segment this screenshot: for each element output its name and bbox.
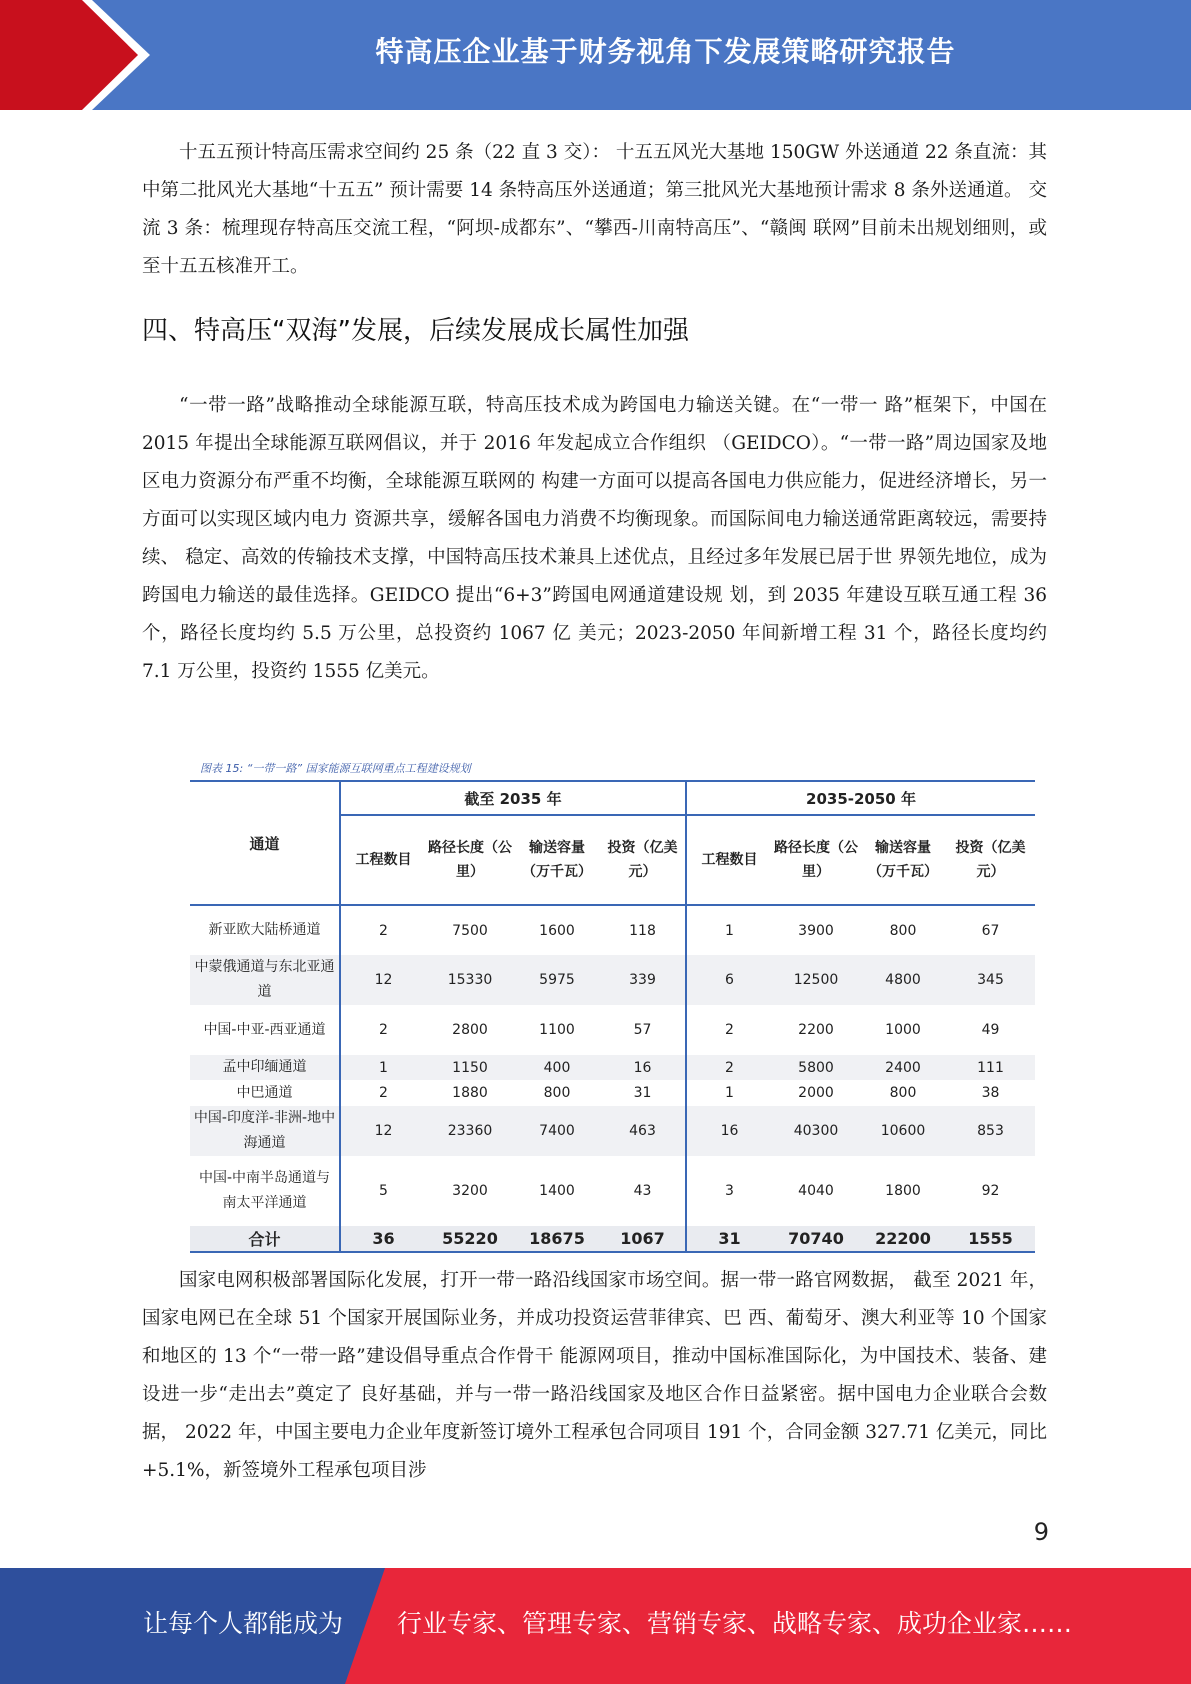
subheader: 投资（亿美元） — [600, 815, 686, 905]
cell: 1150 — [426, 1055, 514, 1080]
subheader: 工程数目 — [686, 815, 772, 905]
table-row — [190, 905, 1035, 955]
cell: 118 — [600, 905, 686, 955]
page-header — [0, 0, 1191, 110]
cell: 2 — [686, 1055, 772, 1080]
row-name: 孟中印缅通道 — [190, 1055, 340, 1080]
cell: 31 — [600, 1080, 686, 1106]
cell: 1000 — [885, 1022, 921, 1038]
cell: 400 — [514, 1055, 600, 1080]
row-name: 中蒙俄通道与东北亚通道 — [190, 955, 340, 1005]
cell: 800 — [889, 922, 917, 939]
row-name: 新亚欧大陆桥通道 — [190, 905, 340, 955]
cell: 1100 — [539, 1022, 575, 1038]
cell: 12500 — [772, 955, 860, 1005]
cell: 36 — [340, 1226, 426, 1252]
cell: 2 — [379, 922, 388, 939]
cell: 6 — [686, 955, 772, 1005]
page-footer — [0, 1568, 1191, 1684]
cell: 18675 — [514, 1226, 600, 1252]
cell: 67 — [981, 922, 1000, 939]
section-heading: 四、特高压“双海”发展，后续发展成长属性加强 — [142, 316, 689, 346]
paragraph-belt-road: “一带一路”战略推动全球能源互联，特高压技术成为跨国电力输送关键。在“一带一 路”框架下，中国在 2015 年提出全球能源互联网倡议，并于 2016 年发起成立合作组织 （GEIDCO）。“一带一路”周边国家及地区电力资源分布严重不均衡，全球能源互联网的 构建一方面可以提高各国电力供应能力，促进经济增长，另一方面可以实现区域内电力 资源共享，缓解各国电力消费不均衡现象。而国际间电力输送通常距离较远，需要持续、 稳定、高效的传输技术支撑，中国特高压技术兼具上述优点，且经过多年发展已居于世 界领先地位，成为跨国电力输送的最佳选择。GEIDCO 提出“6+3”跨国电网通道建设规 划，到 2035 年建设互联互通工程 36 个，路径长度均约 5.5 万公里，总投资约 1067 亿 美元；2023-2050 年间新增工程 31 个，路径长度均约 7.1 万公里，投资约 1555 亿美元。 — [142, 395, 1047, 682]
cell: 23360 — [426, 1106, 514, 1156]
header-red-chevron — [0, 0, 150, 110]
cell: 2 — [379, 1022, 388, 1038]
table-row — [190, 1156, 1035, 1226]
row-name: 中巴通道 — [190, 1080, 340, 1106]
cell: 12 — [340, 955, 426, 1005]
cell: 10600 — [860, 1106, 946, 1156]
cell: 3 — [725, 1183, 734, 1199]
figure-caption: 图表 15: “一带一路” 国家能源互联网重点工程建设规划 — [200, 762, 471, 775]
cell: 463 — [600, 1106, 686, 1156]
cell: 31 — [686, 1226, 772, 1252]
cell: 2 — [725, 1022, 734, 1038]
subheader: 投资（亿美元） — [946, 815, 1035, 905]
paragraph-state-grid: 国家电网积极部署国际化发展，打开一带一路沿线国家市场空间。据一带一路官网数据， 截至 2021 年，国家电网已在全球 51 个国家开展国际业务，并成功投资运营菲律宾、巴 西、葡萄牙、澳大利亚等 10 个国家和地区的 13 个“一带一路”建设倡导重点合作骨干 能源网项目，推动中国标准国际化，为中国技术、装备、建设进一步“走出去”奠定了 良好基础，并与一带一路沿线国家及地区合作日益紧密。据中国电力企业联合会数据， 2022 年，中国主要电力企业年度新签订境外工程承包合同项目 191 个，合同金额 327.71 亿美元，同比+5.1%，新签境外工程承包项目涉 — [142, 1270, 1047, 1481]
table-row — [190, 955, 1035, 1005]
projects-table — [190, 780, 1035, 1253]
cell: 16 — [686, 1106, 772, 1156]
subheader: 输送容量（万千瓦） — [860, 815, 946, 905]
cell: 339 — [600, 955, 686, 1005]
cell: 2200 — [798, 1022, 834, 1038]
table-header-row — [190, 781, 1035, 815]
cell: 5 — [379, 1183, 388, 1199]
subheader: 输送容量（万千瓦） — [514, 815, 600, 905]
cell: 38 — [981, 1085, 1000, 1101]
cell: 49 — [981, 1022, 1000, 1038]
cell: 92 — [981, 1183, 1000, 1199]
cell: 22200 — [860, 1226, 946, 1252]
cell: 2800 — [452, 1022, 488, 1038]
cell: 2 — [379, 1085, 388, 1101]
cell: 2000 — [798, 1085, 834, 1101]
cell: 12 — [340, 1106, 426, 1156]
table-total-row — [190, 1226, 1035, 1252]
subheader: 路径长度（公里） — [772, 815, 860, 905]
row-name: 中国-中南半岛通道与南太平洋通道 — [190, 1156, 340, 1226]
cell: 5800 — [772, 1055, 860, 1080]
cell: 57 — [600, 1005, 686, 1055]
cell: 40300 — [772, 1106, 860, 1156]
footer-slogan-left: 让每个人都能成为 — [143, 1609, 344, 1638]
cell: 1880 — [452, 1085, 488, 1101]
cell: 43 — [600, 1156, 686, 1226]
table-row — [190, 1106, 1035, 1156]
cell: 7400 — [514, 1106, 600, 1156]
cell: 1800 — [885, 1183, 921, 1199]
table-row — [190, 1005, 1035, 1055]
cell: 345 — [946, 955, 1035, 1005]
row-name: 中国-中亚-西亚通道 — [190, 1005, 340, 1055]
cell: 800 — [889, 1085, 917, 1101]
cell: 1400 — [539, 1183, 575, 1199]
group-header-2050: 2035-2050 年 — [686, 781, 1035, 815]
cell: 3200 — [452, 1183, 488, 1199]
cell: 4800 — [860, 955, 946, 1005]
cell: 7500 — [452, 922, 488, 939]
table-row — [190, 1080, 1035, 1106]
row-name: 合计 — [190, 1226, 340, 1252]
table-wrapper — [190, 780, 1035, 1253]
cell: 4040 — [798, 1183, 834, 1199]
subheader: 路径长度（公里） — [426, 815, 514, 905]
page-number: 9 — [1033, 1518, 1049, 1546]
header-title: 特高压企业基于财务视角下发展策略研究报告 — [375, 35, 956, 68]
col-channel-header: 通道 — [190, 781, 340, 905]
cell: 800 — [543, 1085, 571, 1101]
cell: 15330 — [426, 955, 514, 1005]
table-row — [190, 1055, 1035, 1080]
cell: 5975 — [514, 955, 600, 1005]
cell: 70740 — [772, 1226, 860, 1252]
cell: 55220 — [426, 1226, 514, 1252]
footer-slogan-right: 行业专家、管理专家、营销专家、战略专家、成功企业家…… — [397, 1609, 1073, 1638]
group-header-2035: 截至 2035 年 — [340, 781, 686, 815]
cell: 1555 — [946, 1226, 1035, 1252]
paragraph-uhv-demand: 十五五预计特高压需求空间约 25 条（22 直 3 交）： 十五五风光大基地 150GW 外送通道 22 条直流：其中第二批风光大基地“十五五” 预计需要 14 条特高压外送通道；第三批风光大基地预计需求 8 条外送通道。 交流 3 条：梳理现存特高压交流工程，“阿坝-成都东”、“攀西-川南特高压”、“赣闽 联网”目前未出规划细则，或至十五五核准开工。 — [142, 142, 1047, 277]
cell: 853 — [946, 1106, 1035, 1156]
subheader: 工程数目 — [340, 815, 426, 905]
cell: 3900 — [798, 922, 834, 939]
cell: 1067 — [600, 1226, 686, 1252]
cell: 1 — [725, 922, 734, 939]
row-name: 中国-印度洋-非洲-地中海通道 — [190, 1106, 340, 1156]
cell: 16 — [600, 1055, 686, 1080]
cell: 1600 — [539, 922, 575, 939]
cell: 1 — [725, 1085, 734, 1101]
cell: 1 — [340, 1055, 426, 1080]
cell: 2400 — [860, 1055, 946, 1080]
cell: 111 — [946, 1055, 1035, 1080]
